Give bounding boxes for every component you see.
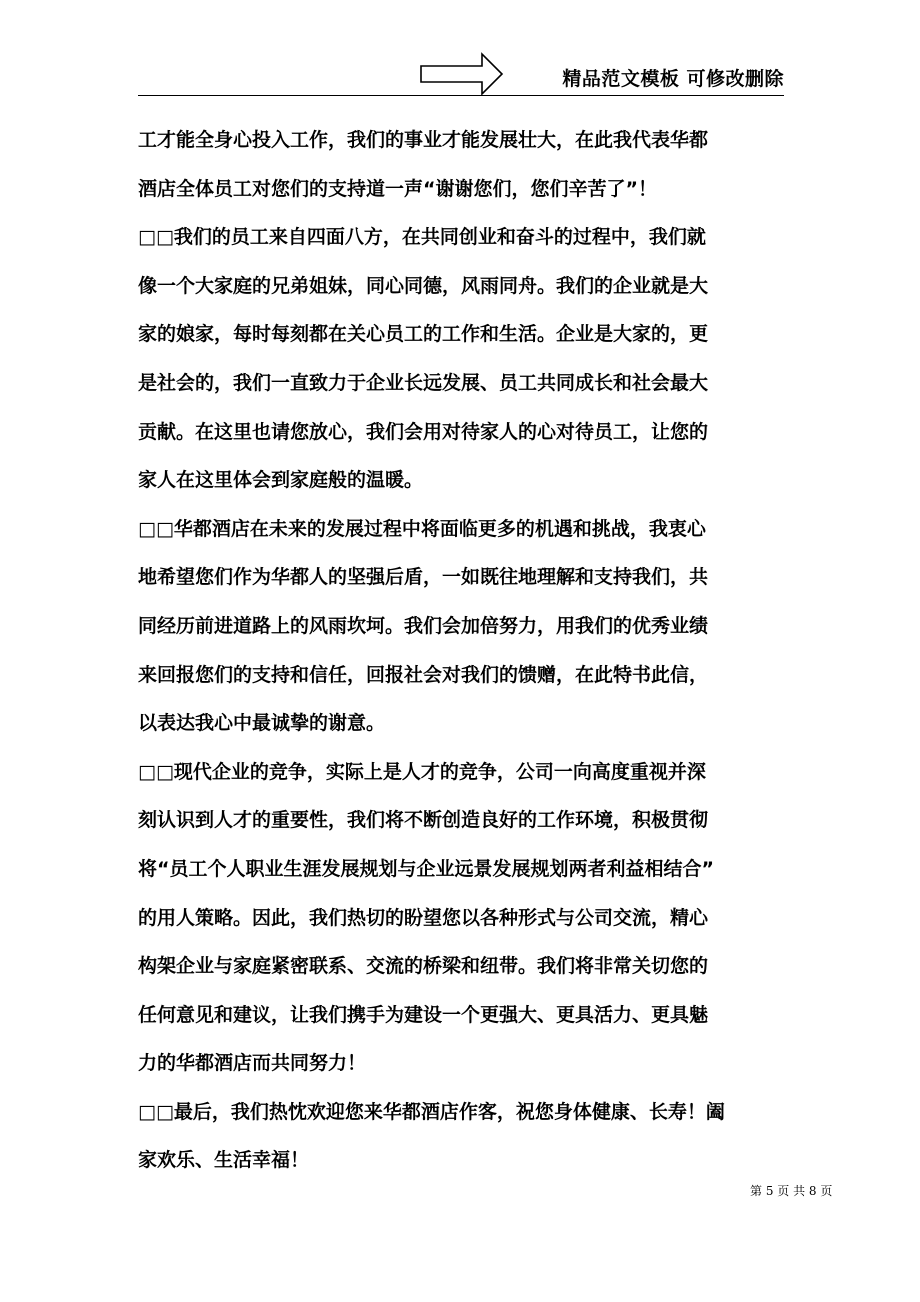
body-line: 构架企业与家庭紧密联系、交流的桥梁和纽带。我们将非常关切您的 — [138, 955, 709, 978]
body-text — [138, 116, 790, 1185]
body-line: 家欢乐、生活幸福！ — [138, 1149, 310, 1172]
body-line: 刻认识到人才的重要性，我们将不断创造良好的工作环境，积极贯彻 — [138, 809, 709, 832]
body-line: □□最后，我们热忱欢迎您来华都酒店作客，祝您身体健康、长寿！阖 — [138, 1100, 725, 1123]
body-line: □□我们的员工来自四面八方，在共同创业和奋斗的过程中，我们就 — [138, 226, 706, 249]
body-line: 酒店全体员工对您们的支持道一声“谢谢您们，您们辛苦了”！ — [138, 177, 657, 200]
body-line: 家人在这里体会到家庭般的温暖。 — [138, 469, 424, 492]
body-line: □□现代企业的竞争，实际上是人才的竞争，公司一向高度重视并深 — [138, 760, 706, 783]
header-title: 精品范文模板 可修改删除 — [562, 68, 784, 90]
body-line: 地希望您们作为华都人的坚强后盾，一如既往地理解和支持我们，共 — [138, 566, 709, 589]
page-number: 第 5 页 共 8 页 — [750, 1184, 833, 1198]
body-line: 力的华都酒店而共同努力！ — [138, 1052, 367, 1075]
page-header — [138, 50, 784, 96]
body-line: 是社会的，我们一直致力于企业长远发展、员工共同成长和社会最大 — [138, 371, 709, 394]
body-line: 家的娘家，每时每刻都在关心员工的工作和生活。企业是大家的，更 — [138, 323, 709, 346]
body-line: □□华都酒店在未来的发展过程中将面临更多的机遇和挑战，我衷心 — [138, 517, 706, 540]
body-line: 同经历前进道路上的风雨坎坷。我们会加倍努力，用我们的优秀业绩 — [138, 614, 709, 637]
body-line: 的用人策略。因此，我们热切的盼望您以各种形式与公司交流，精心 — [138, 906, 709, 929]
body-line: 来回报您们的支持和信任，回报社会对我们的馈赠，在此特书此信， — [138, 663, 709, 686]
body-line: 像一个大家庭的兄弟姐妹，同心同德，风雨同舟。我们的企业就是大 — [138, 274, 709, 297]
body-line: 贡献。在这里也请您放心，我们会用对待家人的心对待员工，让您的 — [138, 420, 709, 443]
header-rule — [138, 95, 784, 96]
body-line: 将“员工个人职业生涯发展规划与企业远景发展规划两者利益相结合” — [138, 857, 714, 880]
body-line: 工才能全身心投入工作，我们的事业才能发展壮大，在此我代表华都 — [138, 129, 709, 151]
body-line: 任何意见和建议，让我们携手为建设一个更强大、更具活力、更具魅 — [138, 1003, 709, 1026]
body-line: 以表达我心中最诚挚的谢意。 — [138, 712, 386, 735]
right-arrow-icon — [420, 52, 504, 96]
